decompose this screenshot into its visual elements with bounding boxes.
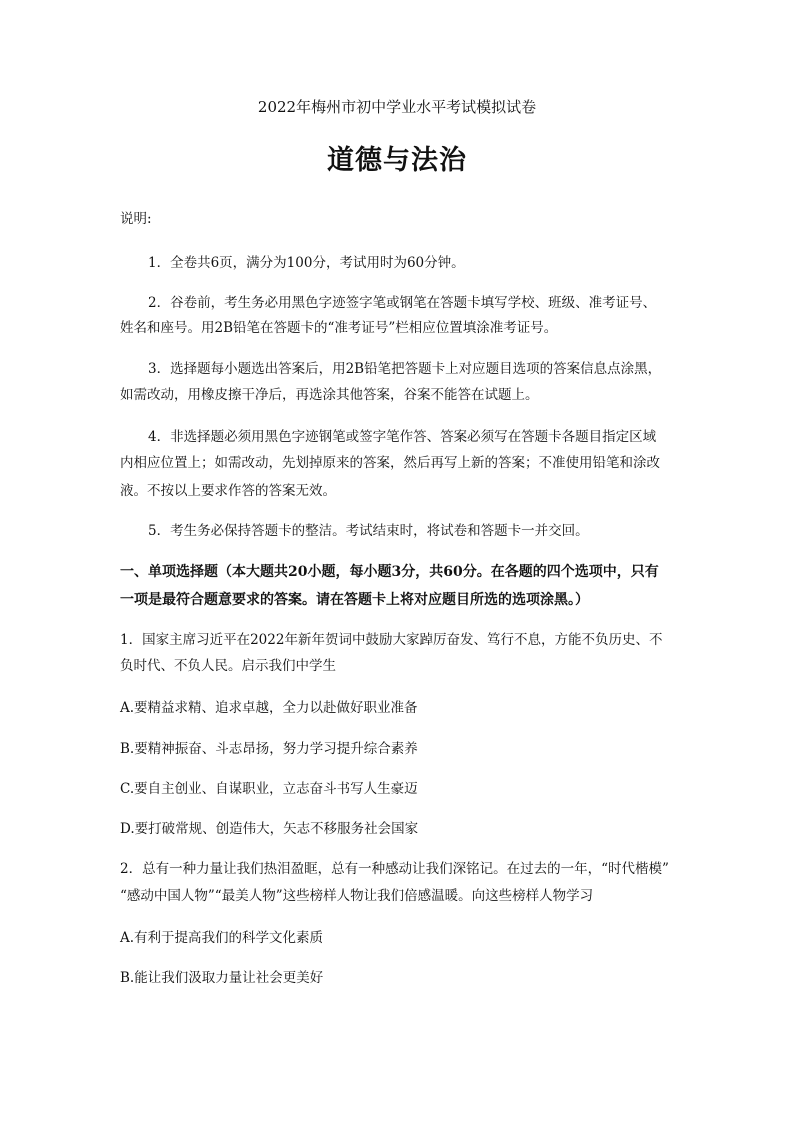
- question-2-stem-line-1: 2．总有一种力量让我们热泪盈眶，总有一种感动让我们深铭记。在过去的一年，“时代楷模”: [120, 861, 669, 877]
- section-heading-line-1: 一、单项选择题（本大题共20小题，每小题3分，共60分。在各题的四个选项中，只有: [120, 564, 659, 580]
- instruction-4-line-3: 液。不按以上要求作答的答案无效。: [120, 483, 336, 499]
- instruction-4-line-1: 4．非选择题必须用黑色字迹钢笔或签字笔作答、答案必须写在答题卡各题目指定区域: [148, 429, 657, 445]
- instruction-5-line-1: 5．考生务必保持答题卡的整洁。考试结束时，将试卷和答题卡一并交回。: [148, 523, 589, 539]
- instruction-2-line-1: 2．谷卷前，考生务必用黑色字迹签字笔或钢笔在答题卡填写学校、班级、准考证号、: [148, 295, 657, 311]
- instruction-2-line-2: 姓名和座号。用2B铅笔在答题卡的“准考证号”栏相应位置填涂准考证号。: [120, 320, 558, 336]
- exam-title: 2022年梅州市初中学业水平考试模拟试卷: [257, 98, 537, 116]
- question-1-option-b: B.要精神振奋、斗志昂扬，努力学习提升综合素养: [120, 741, 418, 757]
- question-1-stem-line-2: 负时代、不负人民。启示我们中学生: [120, 658, 336, 674]
- question-1-option-a: A.要精益求精、追求卓越，全力以赴做好职业准备: [120, 700, 418, 716]
- instructions-label: 说明:: [120, 211, 152, 227]
- instruction-3-line-1: 3．选择题每小题选出答案后，用2B铅笔把答题卡上对应题目选项的答案信息点涂黑，: [148, 361, 662, 377]
- instruction-1-line-1: 1．全卷共6页，满分为100分，考试用时为60分钟。: [148, 255, 465, 271]
- question-1-option-c: C.要自主创业、自谋职业，立志奋斗书写人生豪迈: [120, 781, 418, 797]
- question-2-stem-line-2: “感动中国人物”“最美人物”这些榜样人物让我们倍感温暖。向这些榜样人物学习: [120, 888, 594, 904]
- instruction-4-line-2: 内相应位置上；如需改动，先划掉原来的答案，然后再写上新的答案；不准使用铅笔和涂改: [120, 455, 660, 471]
- question-1-option-d: D.要打破常规、创造伟大，矢志不移服务社会国家: [120, 821, 419, 837]
- question-2-option-b: B.能让我们汲取力量让社会更美好: [120, 970, 324, 986]
- instruction-3-line-2: 如需改动，用橡皮擦干净后，再选涂其他答案，谷案不能答在试题上。: [120, 387, 539, 403]
- question-2-option-a: A.有利于提高我们的科学文化素质: [120, 930, 324, 946]
- subject-title: 道德与法治: [327, 145, 467, 176]
- question-1-stem-line-1: 1．国家主席习近平在2022年新年贺词中鼓励大家踔厉奋发、笃行不息，方能不负历史、不: [120, 632, 663, 648]
- section-heading-line-2: 一项是最符合题意要求的答案。请在答题卡上将对应题目所选的选项涂黑。）: [120, 592, 589, 608]
